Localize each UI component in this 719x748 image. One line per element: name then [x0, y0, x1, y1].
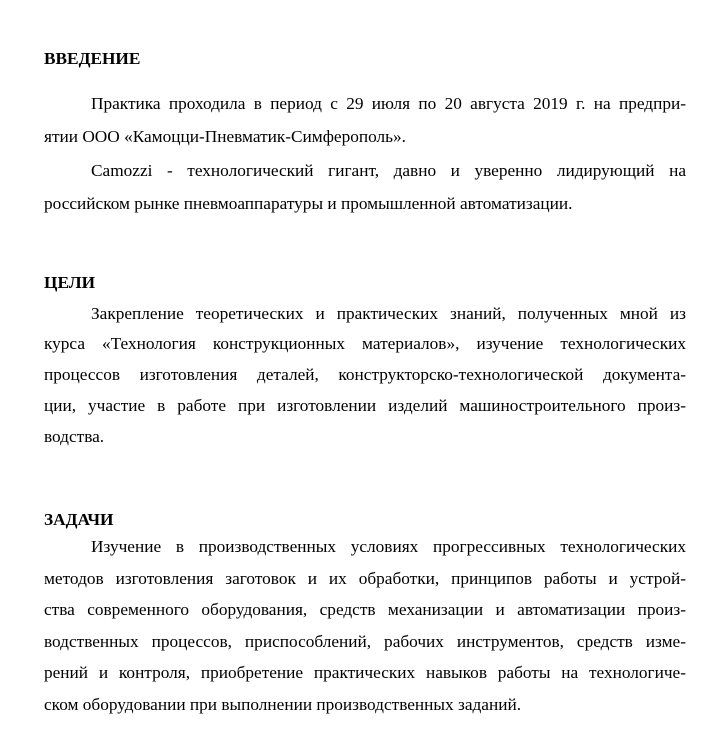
paragraph-line: курса «Технология конструкционных материалов», изучение технологических — [44, 334, 686, 353]
paragraph-line: Закрепление теоретических и практических знаний, полученных мной из — [91, 304, 686, 323]
paragraph-line: ятии ООО «Камоцци-Пневматик-Симферополь». — [44, 127, 407, 146]
paragraph-line: Изучение в производственных условиях прогрессивных технологических — [91, 537, 686, 556]
paragraph-line: Camozzi - технологический гигант, давно и уверенно лидирующий на — [91, 161, 686, 180]
paragraph-line: водственных процессов, приспособлений, рабочих инструментов, средств изме- — [44, 632, 686, 651]
paragraph-line: процессов изготовления деталей, конструкторско-технологической документа- — [44, 365, 686, 384]
heading-goals: ЦЕЛИ — [44, 273, 96, 292]
paragraph-line: водства. — [44, 427, 105, 446]
paragraph-line: Практика проходила в период с 29 июля по 20 августа 2019 г. на предпри- — [91, 94, 686, 113]
paragraph-line: ции, участие в работе при изготовлении изделий машиностроительного произ- — [44, 396, 686, 415]
heading-tasks: ЗАДАЧИ — [44, 510, 114, 529]
paragraph-line: рений и контроля, приобретение практических навыков работы на технологиче- — [44, 663, 686, 682]
paragraph-line: ском оборудовании при выполнении производственных заданий. — [44, 695, 522, 714]
heading-introduction: ВВЕДЕНИЕ — [44, 49, 141, 68]
paragraph-line: российском рынке пневмоаппаратуры и промышленной автоматизации. — [44, 194, 573, 213]
paragraph-line: ства современного оборудования, средств механизации и автоматизации произ- — [44, 600, 686, 619]
paragraph-line: методов изготовления заготовок и их обработки, принципов работы и устрой- — [44, 569, 686, 588]
